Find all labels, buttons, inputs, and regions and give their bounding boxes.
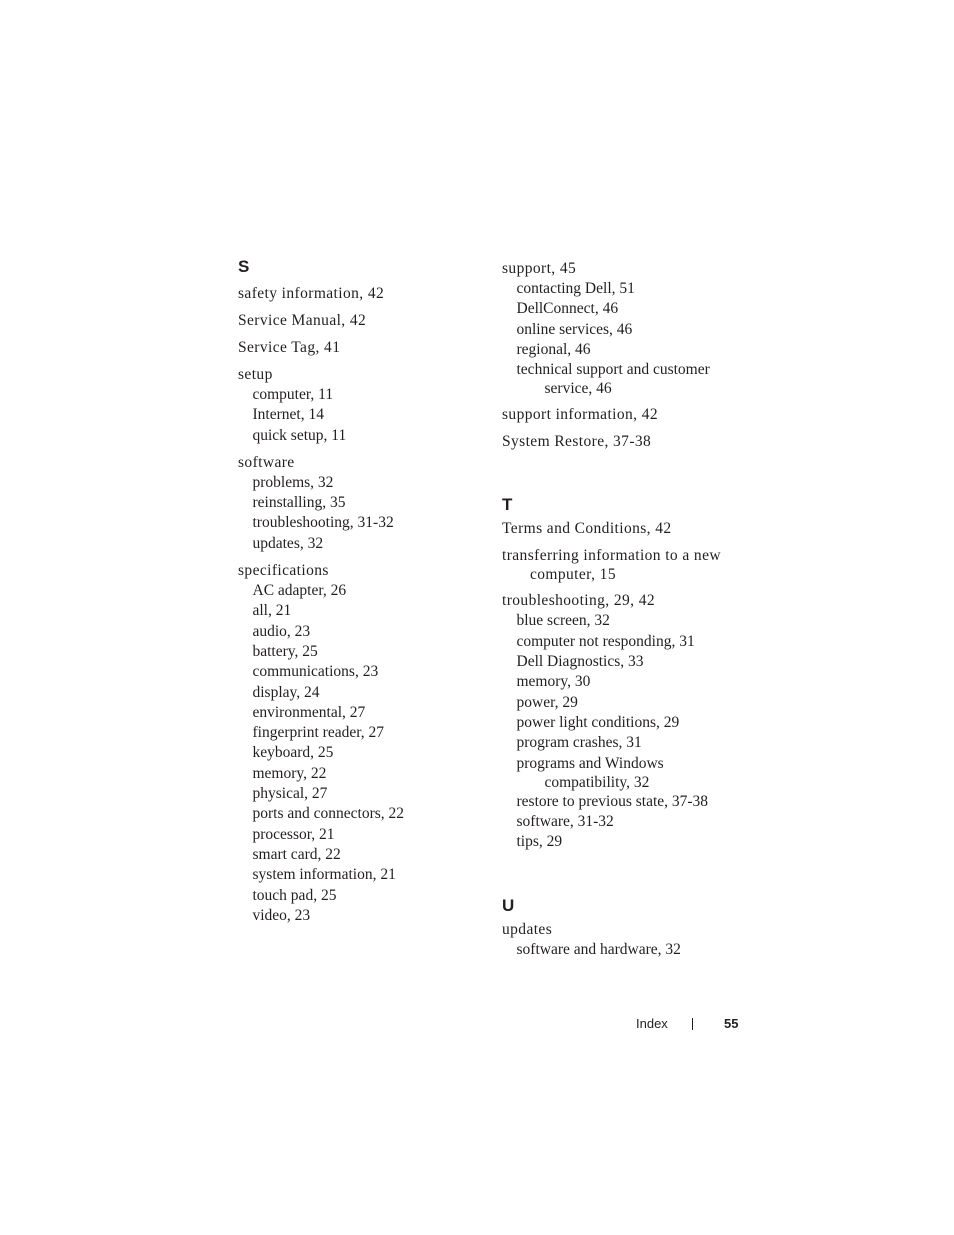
- index-subentry: video, 23: [252, 906, 311, 924]
- index-entry-group: [502, 591, 747, 852]
- index-entry-group: [502, 920, 747, 960]
- index-entry-head: specifications: [238, 562, 329, 580]
- index-subentry: updates, 32: [252, 534, 324, 552]
- index-subentry: contacting Dell, 51: [516, 280, 635, 297]
- index-subentry: system information, 21: [252, 866, 396, 884]
- footer-divider: [692, 1018, 693, 1030]
- index-entry-head: setup: [238, 366, 273, 383]
- page-number: 55: [724, 1016, 739, 1031]
- index-subentry: all, 21: [252, 602, 292, 620]
- index-subentry: program crashes, 31: [516, 734, 642, 752]
- index-subentry: touch pad, 25: [252, 886, 337, 904]
- index-subentry: online services, 46: [516, 320, 633, 338]
- index-subentry-text: technical support and customer: [516, 361, 710, 379]
- index-subentry: Dell Diagnostics, 33: [516, 653, 644, 671]
- index-subentry: problems, 32: [252, 473, 334, 491]
- index-entry-head: troubleshooting, 29, 42: [502, 592, 655, 610]
- index-subentry: battery, 25: [252, 642, 318, 660]
- index-entry: Service Tag, 41: [238, 339, 341, 356]
- index-subentry-text: programs and Windows: [516, 754, 664, 772]
- index-subentry: troubleshooting, 31-32: [252, 514, 394, 532]
- index-subentry: tips, 29: [516, 833, 563, 851]
- index-subentry: DellConnect, 46: [516, 300, 619, 318]
- footer-section-label: Index: [636, 1016, 668, 1031]
- index-subentry: keyboard, 25: [252, 744, 334, 762]
- index-subentry: restore to previous state, 37-38: [516, 792, 709, 810]
- index-entry-group: [502, 259, 747, 398]
- index-subentry: software and hardware, 32: [516, 940, 681, 958]
- index-subentry: environmental, 27: [252, 703, 366, 721]
- index-entry-group: [238, 561, 488, 926]
- index-subentry: display, 24: [252, 683, 320, 701]
- index-entry-head: software: [238, 453, 295, 471]
- index-entry-group: [238, 453, 488, 554]
- section-letter-t: T: [502, 495, 513, 515]
- index-entry: Service Manual, 42: [238, 312, 367, 329]
- index-subentry: communications, 23: [252, 663, 379, 681]
- index-subentry: computer not responding, 31: [516, 632, 695, 650]
- index-subentry: ports and connectors, 22: [252, 805, 405, 823]
- index-subentry: regional, 46: [516, 340, 591, 358]
- index-subentry: Internet, 14: [252, 406, 324, 424]
- section-letter-u: U: [502, 895, 515, 915]
- index-column-right: [502, 254, 747, 960]
- index-entry: System Restore, 37-38: [502, 433, 652, 451]
- index-entry-group: [238, 365, 488, 446]
- index-subentry: blue screen, 32: [516, 612, 610, 630]
- index-subentry: reinstalling, 35: [252, 494, 346, 512]
- index-subentry: memory, 30: [516, 673, 591, 691]
- index-entry: Terms and Conditions, 42: [502, 520, 672, 538]
- index-entry-head: support, 45: [502, 260, 577, 277]
- index-entry: safety information, 42: [238, 285, 385, 302]
- index-subentry: computer, 11: [252, 386, 334, 403]
- index-subentry: software, 31-32: [516, 813, 614, 831]
- index-entry-head: updates: [502, 920, 553, 938]
- index-entry-continuation: computer, 15: [530, 566, 616, 584]
- index-subentry: [502, 754, 747, 792]
- index-subentry: power light conditions, 29: [516, 713, 680, 731]
- index-column-left: [238, 254, 488, 926]
- index-subentry-continuation: compatibility, 32: [544, 773, 650, 791]
- index-subentry: quick setup, 11: [252, 426, 347, 444]
- index-subentry: physical, 27: [252, 785, 328, 803]
- index-entry: support information, 42: [502, 406, 659, 424]
- index-subentry: power, 29: [516, 693, 578, 711]
- index-subentry: memory, 22: [252, 764, 327, 782]
- index-subentry: fingerprint reader, 27: [252, 724, 385, 742]
- index-subentry: processor, 21: [252, 825, 335, 843]
- index-entry-text: transferring information to a new: [502, 547, 721, 565]
- index-subentry-continuation: service, 46: [544, 380, 612, 398]
- index-entry: [502, 546, 747, 584]
- index-subentry: AC adapter, 26: [252, 582, 347, 600]
- section-letter-s: S: [238, 257, 250, 276]
- index-subentry: audio, 23: [252, 622, 311, 640]
- index-subentry: [502, 360, 747, 398]
- index-subentry: smart card, 22: [252, 845, 341, 863]
